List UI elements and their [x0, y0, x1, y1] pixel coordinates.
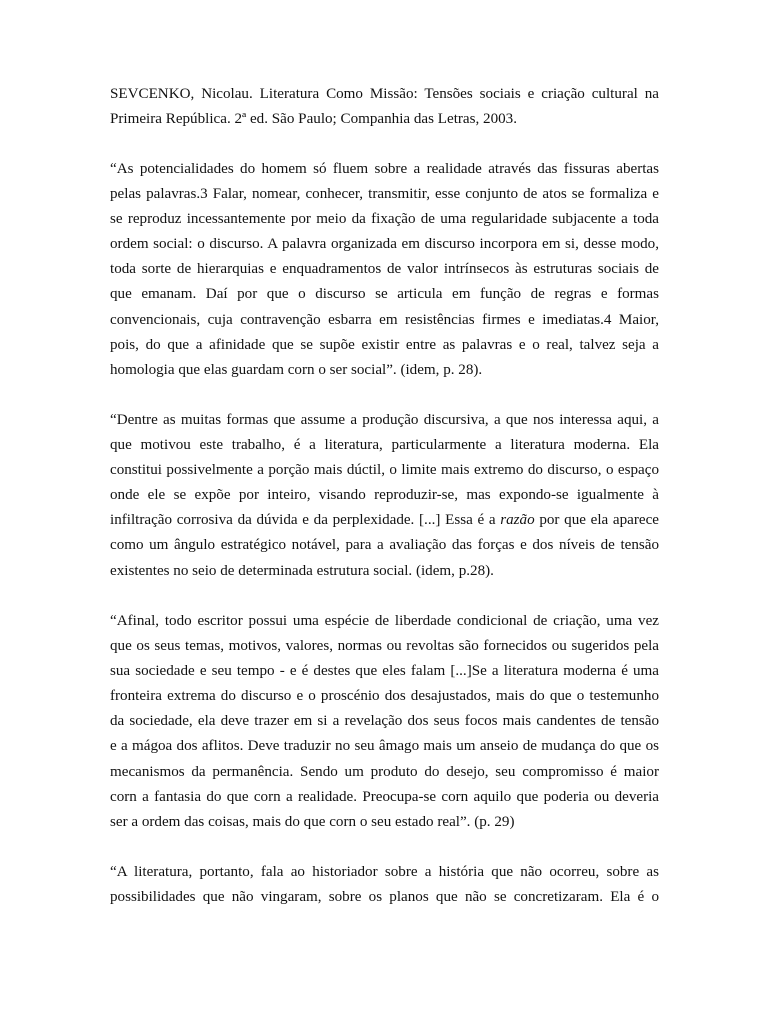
paragraph-line: “As potencialidades do homem só fluem sobre a realidade através das fissuras abertas: [110, 161, 659, 177]
quote-paragraph-4: [110, 860, 659, 910]
line-text: infiltração corrosiva da dúvida e da perplexidade. [...] Essa é a: [110, 512, 501, 529]
paragraph-line: ser a ordem das coisas, mais do que corn o seu estado real”. (p. 29): [110, 813, 515, 830]
paragraph-line: pelas palavras.3 Falar, nomear, conhecer, transmitir, esse conjunto de atos se formaliza e: [110, 186, 659, 203]
citation-line: SEVCENKO, Nicolau. Literatura Como Missão: Tensões sociais e criação cultural na: [110, 86, 659, 102]
quote-paragraph-2: [110, 408, 659, 584]
paragraph-line: que motivou este trabalho, é a literatura, particularmente a literatura moderna. Ela: [110, 437, 659, 454]
paragraph-line: e a mágoa dos aflitos. Deve traduzir no seu âmago mais um anseio de mudança do que os: [110, 738, 659, 755]
quote-paragraph-1: [110, 157, 659, 383]
paragraph-line-with-italic: [110, 508, 659, 533]
paragraph-line: constitui possivelmente a porção mais dúctil, o limite mais extremo do discurso, o espaço: [110, 462, 659, 479]
paragraph-line: “Dentre as muitas formas que assume a produção discursiva, a que nos interessa aqui, a: [110, 412, 659, 428]
paragraph-line: corn a fantasia do que corn a realidade. Preocupa-se corn aquilo que poderia ou deveria: [110, 788, 659, 805]
citation-line: Primeira República. 2ª ed. São Paulo; Companhia das Letras, 2003.: [110, 111, 518, 128]
paragraph-line: que emanam. Daí por que o discurso se articula em função de regras e formas: [110, 286, 659, 303]
paragraph-line: homologia que elas guardam corn o ser social”. (idem, p. 28).: [110, 361, 483, 378]
quote-paragraph-3: [110, 609, 659, 835]
paragraph-line: que os seus temas, motivos, valores, normas ou revoltas são fornecidos ou sugeridos pela: [110, 638, 659, 655]
paragraph-line: sua sociedade e seu tempo - e é destes que eles falam [...]Se a literatura moderna é uma: [110, 663, 659, 680]
paragraph-line: possibilidades que não vingaram, sobre os planos que não se concretizaram. Ela é o: [110, 889, 659, 906]
paragraph-line: toda sorte de hierarquias e enquadramentos de valor intrínsecos às estruturas sociais de: [110, 261, 659, 278]
line-text: por que ela aparece: [534, 512, 659, 529]
paragraph-line: como um ângulo estratégico notável, para a avaliação das forças e dos níveis de tensão: [110, 537, 659, 554]
paragraph-line: ordem social: o discurso. A palavra organizada em discurso incorpora em si, desse modo,: [110, 236, 659, 253]
paragraph-line: mecanismos da permanência. Sendo um produto do desejo, seu compromisso é maior: [110, 763, 659, 780]
paragraph-line: “Afinal, todo escritor possui uma espécie de liberdade condicional de criação, uma vez: [110, 613, 659, 629]
citation-paragraph: [110, 82, 659, 132]
paragraph-line: pois, do que a afinidade que se supõe existir entre as palavras e o real, talvez seja a: [110, 336, 659, 353]
paragraph-line: da sociedade, ela deve trazer em si a revelação dos seus focos mais candentes de tensão: [110, 713, 659, 730]
paragraph-line: onde ele se expõe por inteiro, visando reproduzir-se, mas expondo-se igualmente à: [110, 487, 659, 504]
paragraph-line: fronteira extrema do discurso e o proscénio dos desajustados, mais do que o testemunho: [110, 688, 659, 705]
italic-word: razão: [500, 512, 535, 529]
paragraph-line: “A literatura, portanto, fala ao historiador sobre a história que não ocorreu, sobre as: [110, 864, 659, 880]
paragraph-line: existentes no seio de determinada estrutura social. (idem, p.28).: [110, 562, 494, 579]
paragraph-line: se reproduz incessantemente por meio da fixação de uma regularidade subjacente a toda: [110, 211, 659, 228]
paragraph-line: convencionais, cuja contravenção esbarra em resistências firmes e imediatas.4 Maior,: [110, 311, 659, 328]
